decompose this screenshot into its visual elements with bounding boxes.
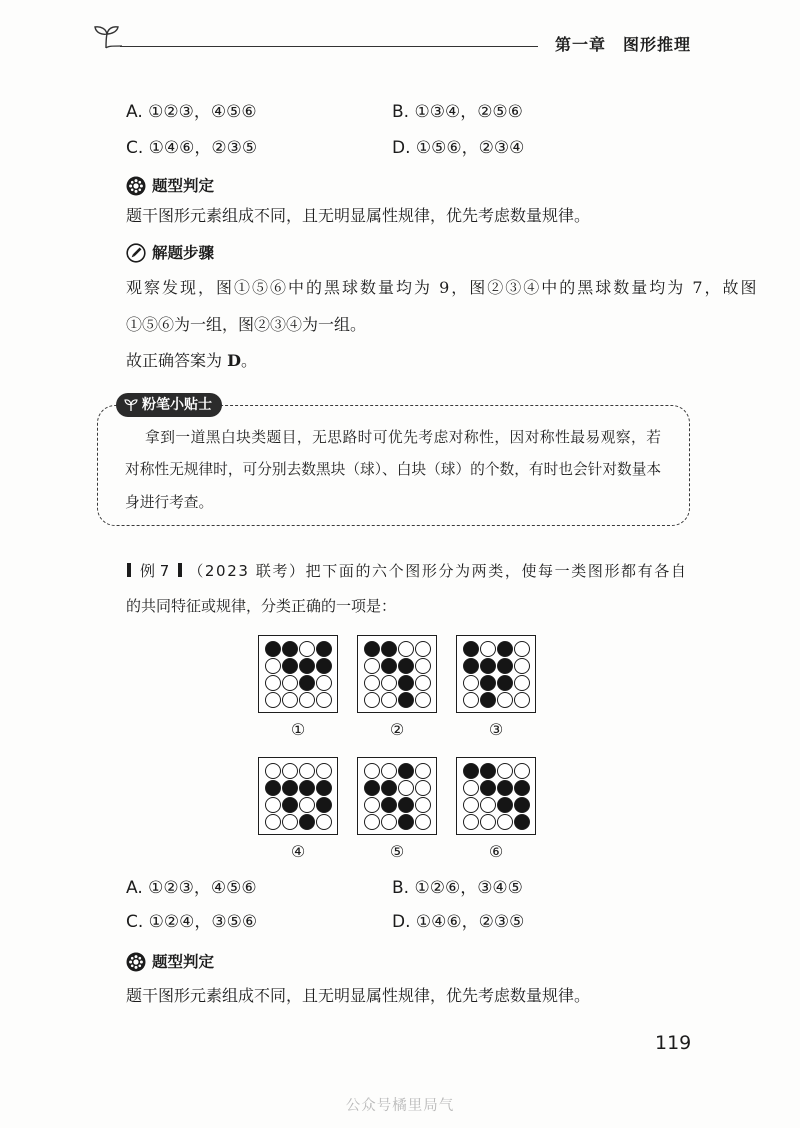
solution-line-1: 观察发现，图①⑤⑥中的黑球数量均为 9，图②③④中的黑球数量均为 7，故图 [126,278,759,297]
black-ball [316,780,332,796]
white-ball [265,814,281,830]
black-ball [398,797,414,813]
white-ball [299,763,315,779]
white-ball [480,814,496,830]
white-ball [514,692,530,708]
white-ball [415,658,431,674]
black-ball [463,658,479,674]
white-ball [497,814,513,830]
white-ball [398,641,414,657]
ball-grid [265,763,332,830]
white-ball [415,692,431,708]
figure-6 [456,757,536,835]
white-ball [299,692,315,708]
white-ball [282,814,298,830]
white-ball [364,814,380,830]
gear-icon-graphic [126,952,146,972]
black-ball [265,641,281,657]
figure-5 [357,757,437,835]
q6-option-b: B. ①③④，②⑤⑥ [392,102,523,122]
black-ball [282,641,298,657]
white-ball [381,763,397,779]
ball-grid [463,641,530,708]
white-ball [415,780,431,796]
black-ball [364,641,380,657]
black-ball [299,780,315,796]
sprout-icon [124,398,138,412]
sprout-stem [106,34,107,48]
tip-tab [116,393,222,417]
black-ball [265,780,281,796]
marker-bar [127,563,131,577]
sprout-leaf-left [95,27,107,34]
marker-bar [178,563,182,577]
solution-line-2: ①⑤⑥为一组，图②③④为一组。 [126,315,367,334]
pen-icon-graphic [126,243,146,263]
solution-steps-title: 解题步骤 [152,244,215,262]
white-ball [265,675,281,691]
header-rule [120,46,538,47]
white-ball [381,675,397,691]
chapter-title: 第一章 图形推理 [555,35,692,54]
black-ball [316,797,332,813]
figure-label-2: ② [389,720,405,739]
black-ball [514,780,530,796]
tip-line-3: 身进行考查。 [125,494,214,511]
black-ball [497,675,513,691]
black-ball [480,675,496,691]
white-ball [381,692,397,708]
black-ball [398,675,414,691]
black-ball [480,780,496,796]
white-ball [514,675,530,691]
page-number: 119 [655,1032,692,1054]
type-judgement-text: 题干图形元素组成不同，且无明显属性规律，优先考虑数量规律。 [126,206,591,225]
sprout-icon-graphic [92,24,122,50]
white-ball [316,814,332,830]
white-ball [282,675,298,691]
white-ball [316,675,332,691]
white-ball [316,692,332,708]
white-ball [265,658,281,674]
answer-letter: D [227,351,241,370]
figure-label-1: ① [290,720,306,739]
white-ball [514,658,530,674]
figure-3 [456,635,536,713]
white-ball [415,797,431,813]
q6-option-a: A. ①②③，④⑤⑥ [126,102,257,122]
white-ball [415,814,431,830]
white-ball [364,692,380,708]
black-ball [282,797,298,813]
white-ball [265,763,281,779]
white-ball [381,814,397,830]
tip-label: 粉笔小贴士 [142,397,212,413]
black-ball [398,692,414,708]
black-ball [282,780,298,796]
black-ball [381,641,397,657]
white-ball [364,675,380,691]
q7-option-a: A. ①②③，④⑤⑥ [126,878,257,898]
ball-grid [265,641,332,708]
tab-sprout-graphic [124,398,138,412]
q7-option-d: D. ①④⑥，②③⑤ [392,912,525,932]
white-ball [463,692,479,708]
black-ball [514,814,530,830]
white-ball [299,797,315,813]
black-ball [463,763,479,779]
answer-suffix: 。 [240,351,257,370]
white-ball [463,780,479,796]
type-judgement-title: 题型判定 [152,953,215,971]
black-ball [497,658,513,674]
white-ball [415,763,431,779]
figure-label-6: ⑥ [488,842,504,861]
black-ball [381,658,397,674]
white-ball [265,797,281,813]
black-ball [398,658,414,674]
example-title-line [127,560,687,582]
figure-1 [258,635,338,713]
white-ball [364,763,380,779]
gear-icon [126,952,146,972]
black-ball [381,797,397,813]
black-ball [316,641,332,657]
black-ball [497,641,513,657]
black-ball [480,658,496,674]
figure-4 [258,757,338,835]
white-ball [463,814,479,830]
white-ball [415,675,431,691]
type-judgement-title: 题型判定 [152,177,215,195]
white-ball [415,641,431,657]
tip-line-1: 拿到一道黑白块类题目，无思路时可优先考虑对称性，因对称性最易观察，若 [145,429,662,446]
ball-grid [364,763,431,830]
white-ball [480,641,496,657]
ball-grid [463,763,530,830]
white-ball [497,692,513,708]
white-ball [497,763,513,779]
gear-icon [126,176,146,196]
example-question-line-2: 的共同特征或规律，分类正确的一项是： [126,597,397,615]
black-ball [398,763,414,779]
white-ball [480,797,496,813]
white-ball [282,763,298,779]
figure-label-3: ③ [488,720,504,739]
gear-icon-graphic [126,176,146,196]
white-ball [316,763,332,779]
white-ball [514,763,530,779]
q7-option-c: C. ①②④，③⑤⑥ [126,912,258,932]
black-ball [480,692,496,708]
white-ball [514,641,530,657]
black-ball [282,658,298,674]
white-ball [463,675,479,691]
white-ball [282,692,298,708]
white-ball [299,641,315,657]
black-ball [480,763,496,779]
black-ball [463,641,479,657]
white-ball [463,797,479,813]
example-question-line-1: （2023 联考）把下面的六个图形分为两类，使每一类图形都有各自 [188,562,688,580]
example-number: 例 7 [140,562,170,580]
white-ball [364,797,380,813]
q6-option-d: D. ①⑤⑥，②③④ [392,138,525,158]
black-ball [299,658,315,674]
q6-option-c: C. ①④⑥，②③⑤ [126,138,258,158]
white-ball [265,692,281,708]
q7-option-b: B. ①②⑥，③④⑤ [392,878,523,898]
answer-line [126,350,257,372]
black-ball [299,675,315,691]
black-ball [381,780,397,796]
ball-grid [364,641,431,708]
black-ball [497,780,513,796]
tip-line-2: 对称性无规律时，可分别去数黑块（球）、白块（球）的个数，有时也会针对数量本 [125,461,662,478]
white-ball [364,658,380,674]
watermark: 公众号橘里局气 [345,1098,455,1114]
black-ball [364,780,380,796]
figure-label-4: ④ [290,842,306,861]
pen-icon [126,243,146,263]
white-ball [398,780,414,796]
sprout-leaf-right [107,27,118,34]
black-ball [514,797,530,813]
black-ball [316,658,332,674]
answer-prefix: 故正确答案为 [126,351,228,370]
black-ball [299,814,315,830]
figure-2 [357,635,437,713]
type-judgement-text: 题干图形元素组成不同，且无明显属性规律，优先考虑数量规律。 [126,986,591,1005]
figure-label-5: ⑤ [389,842,405,861]
black-ball [398,814,414,830]
sprout-icon [92,24,122,50]
black-ball [497,797,513,813]
